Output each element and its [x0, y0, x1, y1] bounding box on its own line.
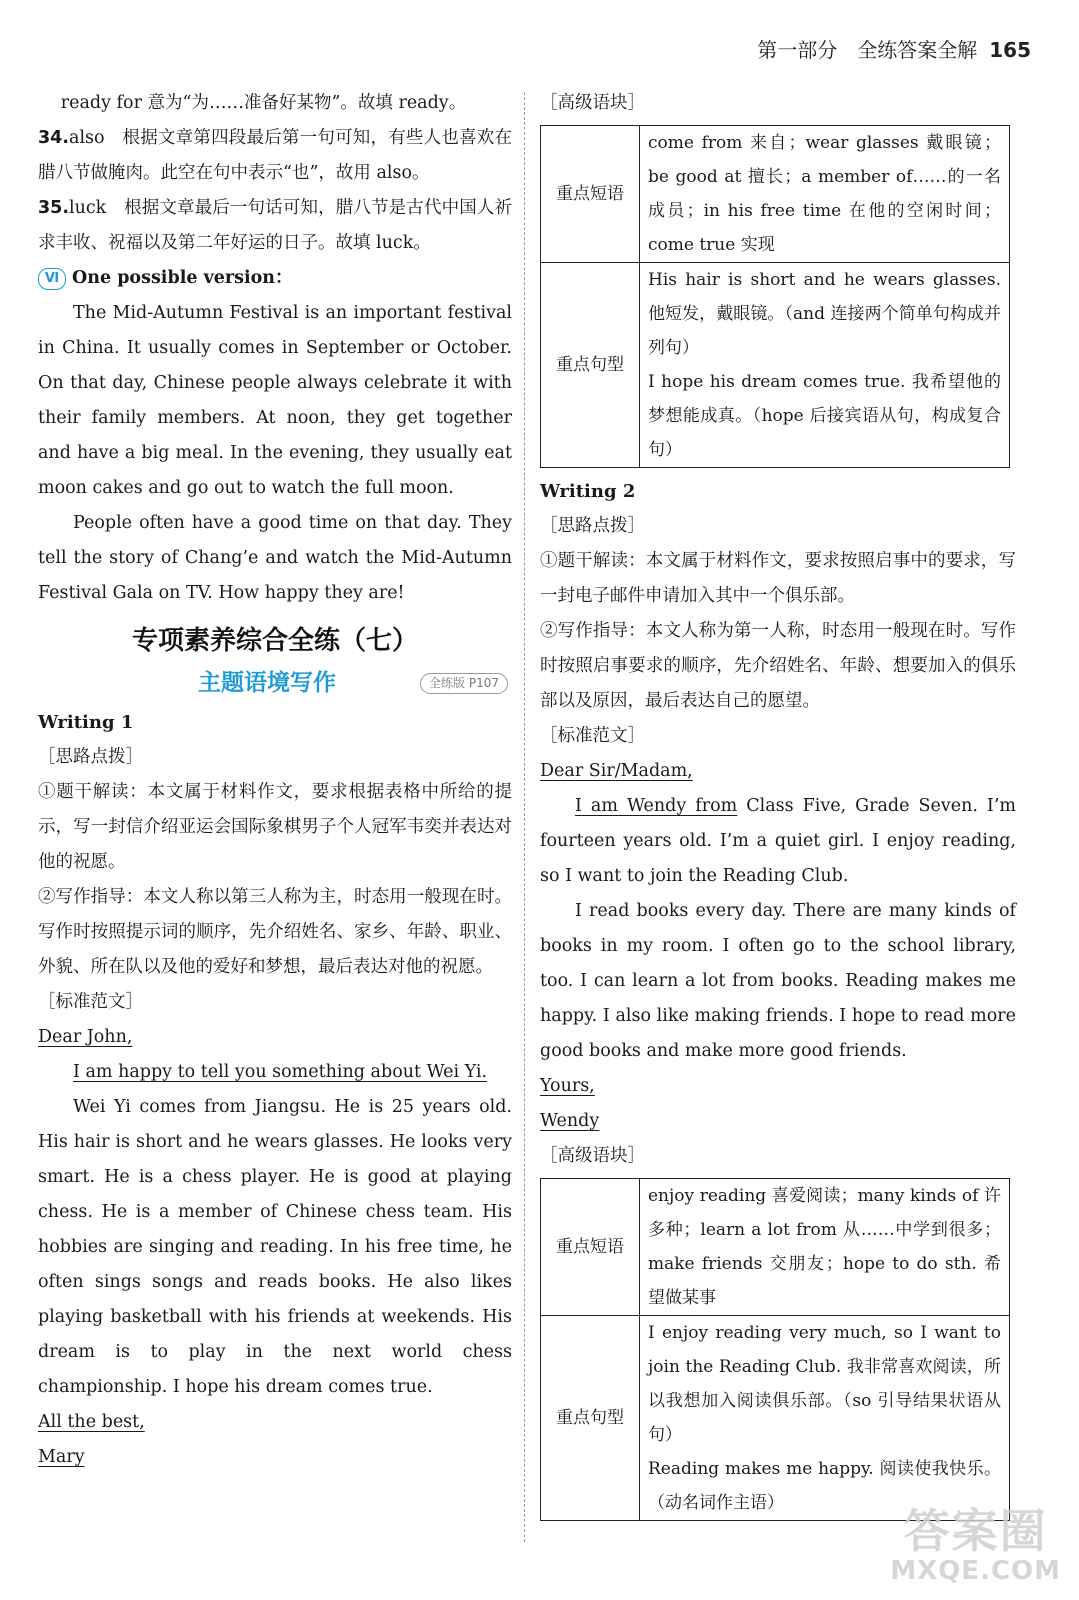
writing-1-closing	[38, 1405, 512, 1440]
writing-1-tip-2: ②写作指导：本文人称以第三人称为主，时态用一般现在时。写作时按照提示词的顺序，先介绍姓名、家乡、年龄、职业、外貌、所在队以及他的爱好和梦想，最后表达对他的祝愿。	[38, 887, 512, 977]
advanced-chunks-table-1	[540, 125, 1010, 468]
answer-34	[38, 121, 512, 191]
writing-1-opening	[38, 1055, 512, 1090]
essay-paragraph-2: People often have a good time on that day. They tell the story of Chang’e and watch the Mid-Autumn Festival Gala on TV. How happy they are!	[38, 513, 512, 603]
possible-version-title: One possible version：	[72, 268, 293, 288]
advanced-chunks-label-1: ［高级语块］	[540, 93, 645, 113]
salutation-text: Dear Sir/Madam,	[540, 761, 693, 781]
writing-2-heading: Writing 2	[540, 481, 636, 502]
phrases-label: 重点短语	[541, 1179, 640, 1316]
page-header	[757, 34, 1031, 63]
answer-35-explanation: 根据文章最后一句话可知，腊八节是古代中国人祈求丰收、祝福以及第二年好运的日子。故填 luck。	[38, 198, 512, 253]
writing-1-salutation	[38, 1020, 512, 1055]
sentences-content	[640, 1316, 1010, 1521]
left-column	[38, 86, 512, 1475]
advanced-chunks-label-2: ［高级语块］	[540, 1146, 645, 1166]
salutation-text: Dear John,	[38, 1027, 133, 1047]
writing-1-sample-label: ［标准范文］	[38, 992, 143, 1012]
table-row	[541, 1316, 1010, 1521]
answer-35-number: 35.	[38, 198, 70, 218]
table-row	[541, 126, 1010, 263]
writing-2-tips-label: ［思路点拨］	[540, 516, 645, 536]
phrases-content: come from 来自；wear glasses 戴眼镜；be good at 擅长；a member of……的一名成员；in his free time 在他的空闲时间；come true 实现	[640, 126, 1010, 263]
signature-text: Wendy	[540, 1111, 600, 1131]
sentences-label: 重点句型	[541, 1316, 640, 1521]
site-watermark	[890, 1506, 1061, 1586]
sentence-pattern-1: His hair is short and he wears glasses. 他短发，戴眼镜。（and 连接两个简单句构成并列句）	[648, 270, 1001, 358]
writing-2-sample-label: ［标准范文］	[540, 726, 645, 746]
answer-34-word: also	[69, 128, 105, 148]
subtitle-row	[38, 661, 512, 705]
sentences-label: 重点句型	[541, 263, 640, 468]
opening-underlined: I am Wendy from	[575, 796, 738, 816]
sentence-pattern-2: I hope his dream comes true. 我希望他的梦想能成真。（hope 后接宾语从句，构成复合句）	[648, 372, 1001, 460]
writing-2-signature	[540, 1104, 1016, 1139]
phrases-label: 重点短语	[541, 126, 640, 263]
answer-35-word: luck	[69, 198, 107, 218]
signature-text: Mary	[38, 1447, 85, 1467]
writing-1-body: Wei Yi comes from Jiangsu. He is 25 years old. His hair is short and he wears glasses. He looks very smart. He is a chess player. He is good at playing chess. He is a member of Chinese chess team. His hobbies are singing and reading. In his free time, he often sings songs and reads books. He also likes playing basketball with his friends at weekends. His dream is to play in the next world chess championship. I hope his dream comes true.	[38, 1097, 512, 1397]
column-divider	[524, 92, 525, 1542]
writing-1-tips-label: ［思路点拨］	[38, 747, 143, 767]
section-vi-heading	[38, 261, 512, 296]
writing-2-tip-1: ①题干解读：本文属于材料作文，要求按照启事中的要求，写一封电子邮件申请加入其中一个俱乐部。	[540, 551, 1016, 606]
sentences-content	[640, 263, 1010, 468]
opening-rest: Class Five, Grade Seven. I’m fourteen years old. I’m a quiet girl. I enjoy reading, so I want to join the Reading Club.	[540, 796, 1016, 886]
table-row	[541, 263, 1010, 468]
section-title: 专项素养综合全练（七）	[131, 626, 418, 656]
sentence-pattern-2: Reading makes me happy. 阅读使我快乐。（动名词作主语）	[648, 1459, 1001, 1513]
writing-2-tip-2: ②写作指导：本文人称为第一人称，时态用一般现在时。写作时按照启事要求的顺序，先介绍姓名、年龄、想要加入的俱乐部以及原因，最后表达自己的愿望。	[540, 621, 1016, 711]
advanced-chunks-table-2	[540, 1178, 1010, 1521]
watermark-url: MXQE.COM	[890, 1556, 1061, 1586]
writing-1-heading: Writing 1	[38, 712, 134, 733]
page-number: 165	[989, 38, 1031, 62]
roman-six-badge: Ⅵ	[38, 268, 66, 290]
phrases-content: enjoy reading 喜爱阅读；many kinds of 许多种；learn a lot from 从……中学到很多；make friends 交朋友；hope to do sth. 希望做某事	[640, 1179, 1010, 1316]
answer-35	[38, 191, 512, 261]
writing-1-signature	[38, 1440, 512, 1475]
right-column	[540, 86, 1016, 1527]
closing-text: All the best,	[38, 1412, 145, 1432]
answer-continuation: ready for 意为“为……准备好某物”。故填 ready。	[60, 93, 467, 113]
writing-2-opening	[540, 789, 1016, 894]
writing-1-tip-1: ①题干解读：本文属于材料作文，要求根据表格中所给的提示，写一封信介绍亚运会国际象棋男子个人冠军韦奕并表达对他的祝愿。	[38, 782, 512, 872]
table-row	[541, 1179, 1010, 1316]
writing-2-salutation	[540, 754, 1016, 789]
writing-2-closing	[540, 1069, 1016, 1104]
sentence-pattern-1: I enjoy reading very much, so I want to join the Reading Club. 我非常喜欢阅读，所以我想加入阅读俱乐部。（so 引导结果状语从句）	[648, 1323, 1001, 1445]
answer-34-number: 34.	[38, 128, 70, 148]
closing-text: Yours,	[540, 1076, 595, 1096]
opening-sentence: I am happy to tell you something about Wei Yi.	[73, 1062, 488, 1082]
answer-34-explanation: 根据文章第四段最后第一句可知，有些人也喜欢在腊八节做腌肉。此空在句中表示“也”，故用 also。	[38, 128, 512, 183]
essay-paragraph-1: The Mid-Autumn Festival is an important festival in China. It usually comes in September or October. On that day, Chinese people always celebrate it with their family members. At noon, they get together and have a big meal. In the evening, they usually eat moon cakes and go out to watch the full moon.	[38, 303, 512, 498]
writing-2-body: I read books every day. There are many kinds of books in my room. I often go to the school library, too. I can learn a lot from books. Reading makes me happy. I also like making friends. I hope to read more good books and make more good friends.	[540, 901, 1016, 1061]
watermark-logo: 答案圈	[903, 1504, 1048, 1558]
running-title: 第一部分 全练答案全解	[757, 38, 978, 62]
section-subtitle: 主题语境写作	[198, 670, 336, 696]
page-reference-pill: 全练版 P107	[420, 673, 508, 694]
